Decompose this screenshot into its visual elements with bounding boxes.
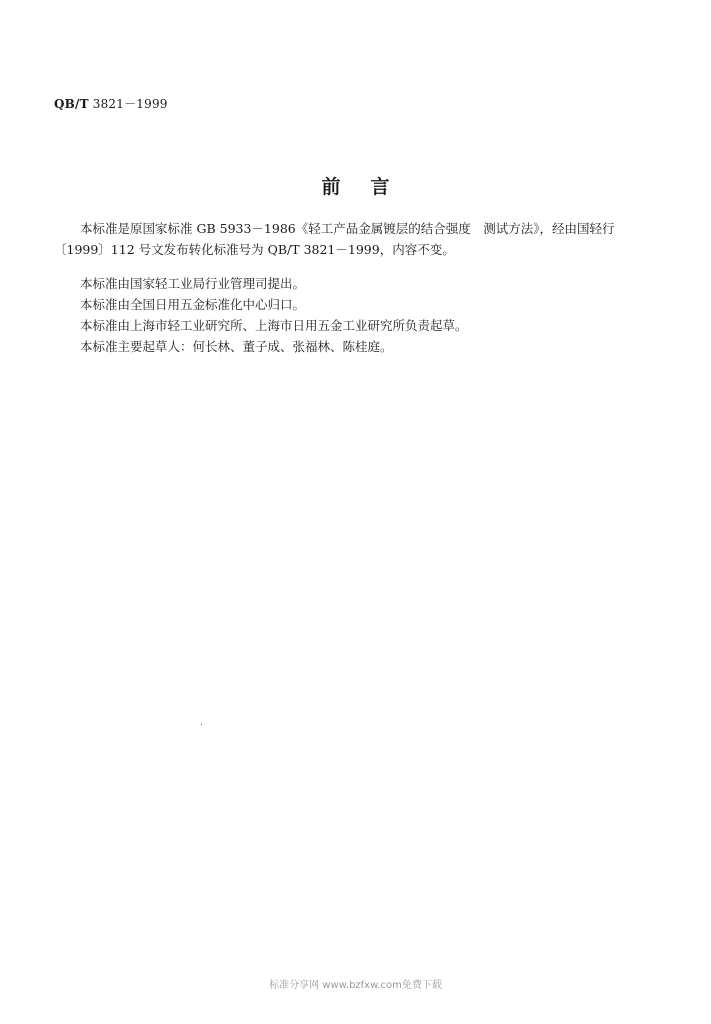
- standard-code-prefix: QB/T: [54, 97, 89, 111]
- paragraph-line-1: 本标准是原国家标准 GB 5933－1986《轻工产品金属镀层的结合强度 测试方法》，经由国轻行: [80, 221, 615, 236]
- scan-speck: [201, 724, 202, 725]
- standard-code-number: 3821－1999: [92, 97, 168, 111]
- page-title: [0, 172, 711, 199]
- statement-main-drafters: 本标准主要起草人：何长林、董子成、张福林、陈桂庭。: [80, 339, 393, 354]
- footer-watermark: 标准分享网 www.bzfxw.com免费下载: [269, 980, 442, 991]
- statement-drafted-by: 本标准由上海市轻工业研究所、上海市日用五金工业研究所负责起草。: [80, 318, 468, 333]
- standard-code: [54, 95, 168, 112]
- statement-centralized-by: 本标准由全国日用五金标准化中心归口。: [80, 297, 306, 312]
- foreword-paragraph-1: [54, 218, 654, 260]
- title-char-2: 言: [370, 176, 390, 198]
- paragraph-line-2: 〔1999〕112 号文发布转化标准号为 QB/T 3821－1999，内容不变。: [54, 242, 455, 257]
- title-char-1: 前: [321, 176, 341, 198]
- foreword-statements: [54, 273, 654, 357]
- statement-proposed-by: 本标准由国家轻工业局行业管理司提出。: [80, 276, 306, 291]
